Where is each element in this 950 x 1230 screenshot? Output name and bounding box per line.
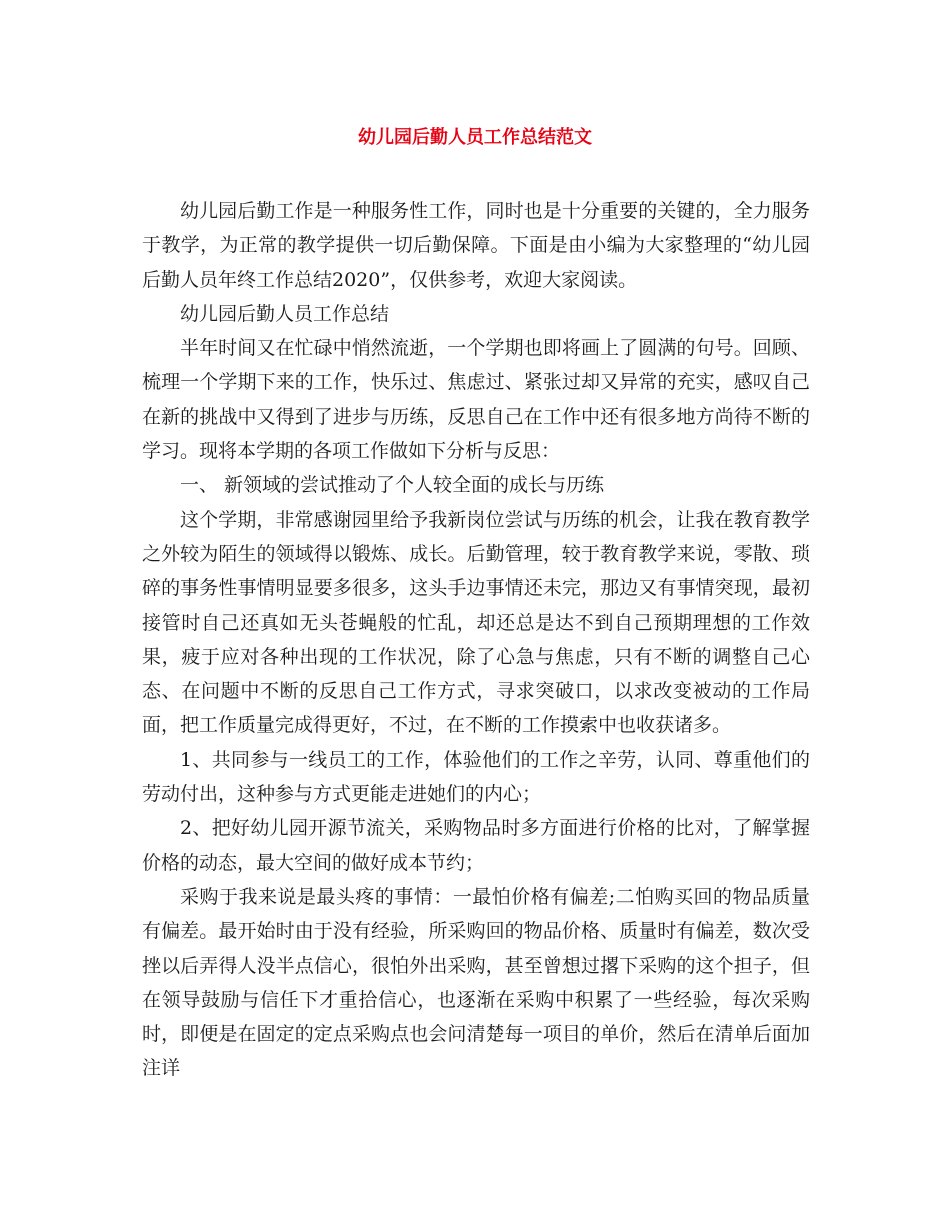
list-item-2: 2、把好幼儿园开源节流关，采购物品时多方面进行价格的比对，了解掌握价格的动态，最大空间的做好成本节约； — [142, 817, 810, 874]
paragraph-purchasing: 采购于我来说是最头疼的事情：一最怕价格有偏差;二怕购买回的物品质量有偏差。最开始时由于没有经验，所采购回的物品价格、质量时有偏差，数次受挫以后弄得人没半点信心，很怕外出采购，甚至曾想过撂下采购的这个担子，但在领导鼓励与信任下才重拾信心，也逐渐在采购中积累了一些经验，每次采购时，即便是在固定的定点采购点也会问清楚每一项目的单价，然后在清单后面加注详 — [142, 885, 810, 1080]
paragraph-new-role: 这个学期，非常感谢园里给予我新岗位尝试与历练的机会，让我在教育教学之外较为陌生的领域得以锻炼、成长。后勤管理，较于教育教学来说，零散、琐碎的事务性事情明显要多很多，这头手边事情还未完，那边又有事情突现，最初接管时自己还真如无头苍蝇般的忙乱，却还总是达不到自己预期理想的工作效果，疲于应对各种出现的工作状况，除了心急与焦虑，只有不断的调整自己心态、在问题中不断的反思自己工作方式，寻求突破口，以求改变被动的工作局面，把工作质量完成得更好，不过，在不断的工作摸索中也收获诸多。 — [142, 508, 810, 737]
list-item-1: 1、共同参与一线员工的工作，体验他们的工作之辛劳，认同、尊重他们的劳动付出，这种参与方式更能走进她们的内心； — [142, 748, 810, 806]
paragraph-intro: 幼儿园后勤工作是一种服务性工作，同时也是十分重要的关键的，全力服务于教学，为正常的教学提供一切后勤保障。下面是由小编为大家整理的“幼儿园后勤人员年终工作总结2020”，仅供参考，欢迎大家阅读。 — [142, 200, 810, 291]
document-body — [142, 194, 810, 1086]
section-heading: 幼儿园后勤人员工作总结 — [180, 302, 390, 325]
document-title: 幼儿园后勤人员工作总结范文 — [358, 127, 592, 148]
subsection-heading: 一、 新领域的尝试推动了个人较全面的成长与历练 — [180, 474, 605, 497]
paragraph-review: 半年时间又在忙碌中悄然流逝，一个学期也即将画上了圆满的句号。回顾、梳理一个学期下来的工作，快乐过、焦虑过、紧张过却又异常的充实，感叹自己在新的挑战中又得到了进步与历练，反思自己在工作中还有很多地方尚待不断的学习。现将本学期的各项工作做如下分析与反思： — [142, 337, 810, 463]
